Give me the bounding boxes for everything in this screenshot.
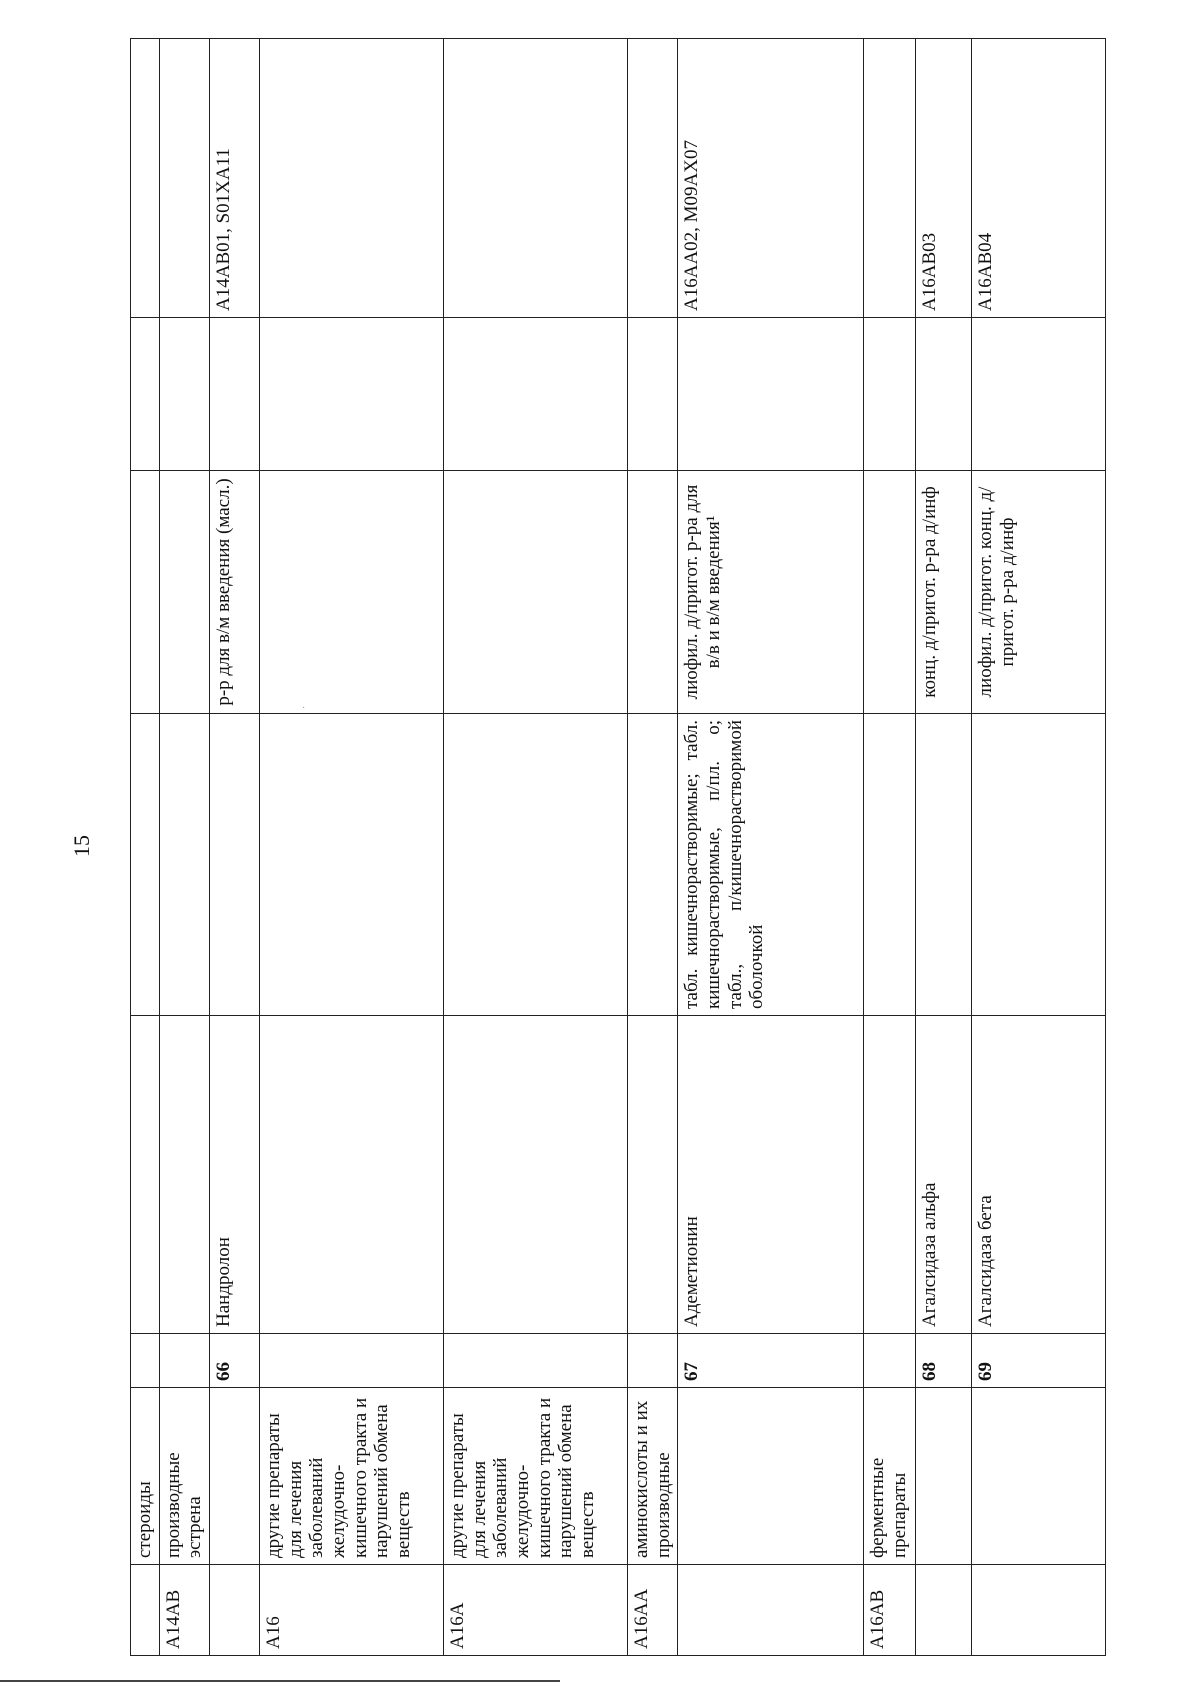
atc-group-code (678, 1565, 864, 1656)
drug-name (443, 1016, 627, 1334)
scan-speck: · (302, 703, 306, 714)
release-form: конц. д/пригот. р-ра д/инф (916, 471, 972, 714)
dosage-form: табл. кишечнорастворимые; табл. кишечнорастворимые, п/пл. о; табл., п/кишечнорастворимой оболочкой (678, 714, 864, 1016)
atc-code: A14AB01, S01XA11 (209, 39, 259, 318)
table-row (209, 39, 259, 1656)
row-number (443, 1334, 627, 1388)
atc-group-code (916, 1565, 972, 1656)
group-name (972, 1388, 1106, 1565)
dosage-form (259, 714, 443, 1016)
atc-group-code: A16AA (627, 1565, 677, 1656)
release-form (131, 471, 160, 714)
row-number (259, 1334, 443, 1388)
dosage-form (972, 714, 1106, 1016)
atc-code (131, 39, 160, 318)
release-form (864, 471, 916, 714)
dosage-form (443, 714, 627, 1016)
group-name: аминокислоты и их производные (627, 1388, 677, 1565)
atc-code (864, 39, 916, 318)
drug-name: Нандролон (209, 1016, 259, 1334)
row-number (159, 1334, 209, 1388)
drug-name (627, 1016, 677, 1334)
atc-code: A16AA02, M09AX07 (678, 39, 864, 318)
dosage-form (159, 714, 209, 1016)
release-form: лиофил. д/пригот. р-ра для в/в и в/м введения¹ (678, 471, 864, 714)
group-name (209, 1388, 259, 1565)
atc-code (627, 39, 677, 318)
atc-group-code (131, 1565, 160, 1656)
dosage-form (864, 714, 916, 1016)
extra-cell (972, 318, 1106, 471)
table-row (131, 39, 160, 1656)
group-name (678, 1388, 864, 1565)
group-name (916, 1388, 972, 1565)
row-number: 66 (209, 1334, 259, 1388)
page-number: 15 (69, 835, 94, 857)
row-number (131, 1334, 160, 1388)
atc-group-code: A14AB (159, 1565, 209, 1656)
extra-cell (131, 318, 160, 471)
row-number (864, 1334, 916, 1388)
atc-code (159, 39, 209, 318)
row-number: 69 (972, 1334, 1106, 1388)
atc-group-code (209, 1565, 259, 1656)
extra-cell (916, 318, 972, 471)
atc-code (443, 39, 627, 318)
drug-name (131, 1016, 160, 1334)
drug-name: Адеметионин (678, 1016, 864, 1334)
atc-group-code: A16A (443, 1565, 627, 1656)
drug-name: Агалсидаза бета (972, 1016, 1106, 1334)
table-row (159, 39, 209, 1656)
extra-cell (627, 318, 677, 471)
row-number: 68 (916, 1334, 972, 1388)
release-form: р-р для в/м введения (масл.) (209, 471, 259, 714)
dosage-form (131, 714, 160, 1016)
release-form (627, 471, 677, 714)
extra-cell (443, 318, 627, 471)
table-row (864, 39, 916, 1656)
atc-group-code (972, 1565, 1106, 1656)
extra-cell (159, 318, 209, 471)
release-form (159, 471, 209, 714)
extra-cell (209, 318, 259, 471)
atc-code (259, 39, 443, 318)
release-form (259, 471, 443, 714)
dosage-form (916, 714, 972, 1016)
extra-cell (864, 318, 916, 471)
dosage-form (627, 714, 677, 1016)
row-number: 67 (678, 1334, 864, 1388)
drug-name (864, 1016, 916, 1334)
extra-cell (259, 318, 443, 471)
group-name: другие препараты для лечения заболеваний желудочно-кишечного тракта и нарушений обмена веществ (259, 1388, 443, 1565)
release-form (443, 471, 627, 714)
atc-code: A16AB03 (916, 39, 972, 318)
atc-code: A16AB04 (972, 39, 1106, 318)
table-row (259, 39, 443, 1656)
table-row (627, 39, 677, 1656)
group-name: производные эстрена (159, 1388, 209, 1565)
table-row (678, 39, 864, 1656)
group-name: другие препараты для лечения заболеваний желудочно-кишечного тракта и нарушений обмена веществ (443, 1388, 627, 1565)
rotated-page (130, 39, 1082, 1656)
group-name: ферментные препараты (864, 1388, 916, 1565)
drug-name (259, 1016, 443, 1334)
group-name: стероиды (131, 1388, 160, 1565)
release-form: лиофил. д/пригот. конц. д/пригот. р-ра д/инф (972, 471, 1106, 714)
medication-table (130, 38, 1106, 1656)
atc-group-code: A16AB (864, 1565, 916, 1656)
dosage-form (209, 714, 259, 1016)
bottom-rule (0, 1680, 560, 1682)
table-row (443, 39, 627, 1656)
extra-cell (678, 318, 864, 471)
row-number (627, 1334, 677, 1388)
atc-group-code: A16 (259, 1565, 443, 1656)
drug-name: Агалсидаза альфа (916, 1016, 972, 1334)
drug-name (159, 1016, 209, 1334)
table-row (916, 39, 972, 1656)
table-row (972, 39, 1106, 1656)
